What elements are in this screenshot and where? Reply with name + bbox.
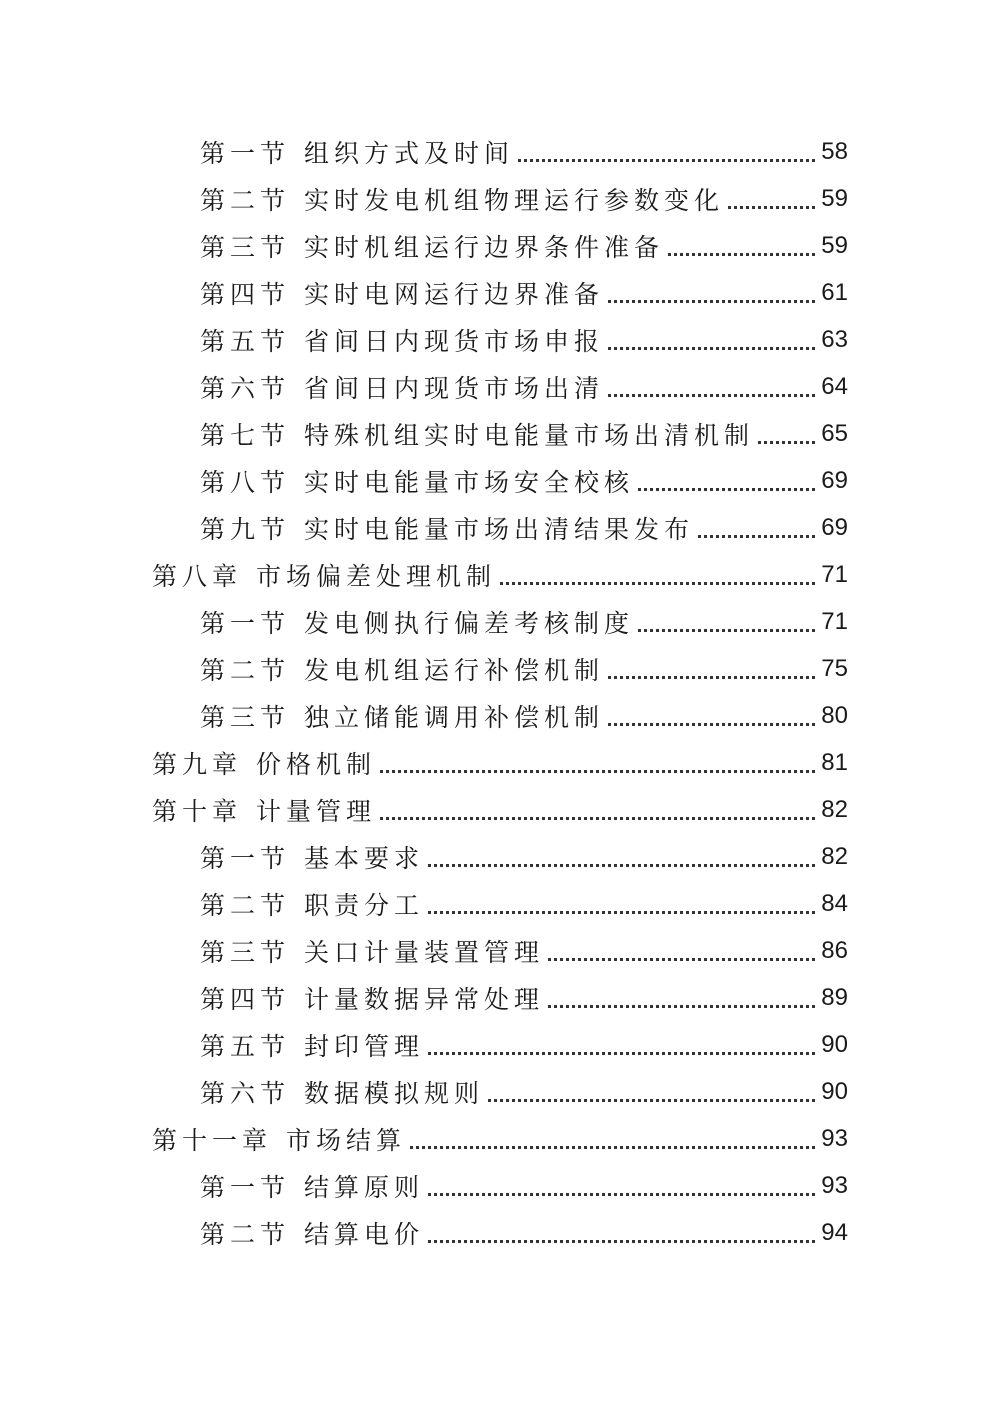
toc-chapter-entry[interactable] [0,739,1000,786]
toc-entry-title [152,745,376,781]
toc-entry-text: 独立储能调用补偿机制 [304,702,605,732]
toc-page-number: 86 [821,936,848,964]
toc-dot-leader [488,1099,815,1102]
toc-section-entry[interactable] [0,645,1000,692]
toc-section-entry[interactable] [0,833,1000,880]
toc-entry-label: 第八章 [152,561,243,591]
toc-dot-leader [608,676,815,679]
toc-entry-title [200,322,604,358]
toc-entry-text: 结算电价 [304,1219,425,1249]
toc-page-number: 84 [821,889,848,917]
toc-dot-leader [380,817,815,820]
toc-page-number: 82 [821,842,848,870]
toc-entry-label: 第六节 [200,1078,291,1108]
toc-chapter-entry[interactable] [0,786,1000,833]
toc-entry-text: 结算原则 [304,1172,425,1202]
toc-section-entry[interactable] [0,598,1000,645]
toc-dot-leader [428,864,815,867]
toc-entry-title [152,1121,406,1157]
toc-entry-title [200,1215,424,1251]
toc-entry-label: 第三节 [200,937,291,967]
toc-dot-leader [698,535,815,538]
toc-entry-label: 第十章 [152,796,243,826]
toc-entry-title [200,933,544,969]
toc-entry-text: 省间日内现货市场出清 [304,373,605,403]
toc-entry-label: 第三节 [200,702,291,732]
toc-entry-title [152,557,496,593]
toc-entry-label: 第一节 [200,843,291,873]
toc-dot-leader [428,911,815,914]
toc-section-entry[interactable] [0,1021,1000,1068]
toc-section-entry[interactable] [0,1162,1000,1209]
toc-entry-title [200,886,424,922]
toc-section-entry[interactable] [0,457,1000,504]
toc-page-number: 65 [821,419,848,447]
toc-section-entry[interactable] [0,927,1000,974]
toc-section-entry[interactable] [0,175,1000,222]
toc-section-entry[interactable] [0,316,1000,363]
toc-page-number: 71 [821,560,848,588]
toc-entry-title [200,651,604,687]
toc-page-number: 93 [821,1124,848,1152]
toc-section-entry[interactable] [0,363,1000,410]
toc-page-number: 64 [821,372,848,400]
toc-section-entry[interactable] [0,504,1000,551]
toc-dot-leader [638,488,815,491]
toc-entry-label: 第四节 [200,279,291,309]
toc-entry-text: 发电侧执行偏差考核制度 [304,608,635,638]
toc-entry-text: 价格机制 [256,749,377,779]
toc-page-number: 89 [821,983,848,1011]
toc-entry-label: 第一节 [200,138,291,168]
toc-entry-title [200,1027,424,1063]
toc-section-entry[interactable] [0,128,1000,175]
toc-section-entry[interactable] [0,222,1000,269]
toc-entry-title [200,604,634,640]
toc-page-number: 61 [821,278,848,306]
toc-entry-text: 基本要求 [304,843,425,873]
toc-entry-title [200,181,724,217]
toc-entry-label: 第一节 [200,608,291,638]
toc-entry-title [200,1168,424,1204]
toc-page-number: 90 [821,1077,848,1105]
toc-entry-title [200,369,604,405]
toc-dot-leader [728,206,815,209]
toc-page-number: 94 [821,1218,848,1246]
toc-dot-leader [380,770,815,773]
toc-entry-label: 第九节 [200,514,291,544]
toc-entry-title [200,980,544,1016]
toc-entry-text: 实时电能量市场出清结果发布 [304,514,695,544]
toc-entry-label: 第二节 [200,655,291,685]
toc-page-number: 90 [821,1030,848,1058]
toc-section-entry[interactable] [0,1209,1000,1256]
toc-entry-title [200,698,604,734]
toc-entry-text: 封印管理 [304,1031,425,1061]
toc-dot-leader [608,347,815,350]
toc-entry-label: 第八节 [200,467,291,497]
toc-entry-label: 第二节 [200,890,291,920]
toc-entry-title [200,463,634,499]
toc-page-number: 81 [821,748,848,776]
toc-dot-leader [608,394,815,397]
toc-section-entry[interactable] [0,880,1000,927]
toc-entry-label: 第二节 [200,185,291,215]
toc-entry-title [200,839,424,875]
toc-dot-leader [548,958,815,961]
toc-entry-text: 实时发电机组物理运行参数变化 [304,185,725,215]
toc-entry-label: 第九章 [152,749,243,779]
toc-dot-leader [638,629,815,632]
toc-entry-title [200,134,514,170]
toc-entry-text: 组织方式及时间 [304,138,515,168]
toc-dot-leader [548,1005,815,1008]
toc-section-entry[interactable] [0,410,1000,457]
toc-section-entry[interactable] [0,974,1000,1021]
toc-entry-label: 第五节 [200,1031,291,1061]
toc-entry-label: 第五节 [200,326,291,356]
toc-entry-label: 第三节 [200,232,291,262]
toc-entry-text: 省间日内现货市场申报 [304,326,605,356]
toc-entry-text: 市场偏差处理机制 [256,561,497,591]
toc-page-number: 71 [821,607,848,635]
toc-entry-label: 第六节 [200,373,291,403]
toc-entry-label: 第十一章 [152,1125,273,1155]
toc-entry-text: 发电机组运行补偿机制 [304,655,605,685]
toc-entry-text: 市场结算 [286,1125,407,1155]
toc-page-number: 69 [821,513,848,541]
toc-entry-text: 数据模拟规则 [304,1078,485,1108]
toc-dot-leader [758,441,815,444]
toc-entry-label: 第二节 [200,1219,291,1249]
toc-entry-title [200,416,754,452]
toc-page-number: 75 [821,654,848,682]
toc-page-number: 59 [821,184,848,212]
toc-chapter-entry[interactable] [0,551,1000,598]
toc-entry-text: 职责分工 [304,890,425,920]
toc-page-number: 93 [821,1171,848,1199]
toc-page-number: 69 [821,466,848,494]
toc-section-entry[interactable] [0,1068,1000,1115]
toc-page-number: 63 [821,325,848,353]
toc-dot-leader [518,159,815,162]
toc-page-number: 59 [821,231,848,259]
toc-page-number: 80 [821,701,848,729]
toc-entry-text: 关口计量装置管理 [304,937,545,967]
toc-entry-text: 实时机组运行边界条件准备 [304,232,665,262]
toc-chapter-entry[interactable] [0,1115,1000,1162]
toc-dot-leader [500,582,815,585]
toc-entry-title [200,228,664,264]
toc-entry-text: 实时电能量市场安全校核 [304,467,635,497]
toc-section-entry[interactable] [0,692,1000,739]
toc-entry-label: 第七节 [200,420,291,450]
toc-entry-text: 特殊机组实时电能量市场出清机制 [304,420,755,450]
toc-dot-leader [410,1146,815,1149]
toc-page-number: 82 [821,795,848,823]
toc-entry-title [200,275,604,311]
toc-dot-leader [668,253,815,256]
toc-entry-title [200,510,694,546]
toc-entry-label: 第四节 [200,984,291,1014]
toc-dot-leader [608,723,815,726]
toc-section-entry[interactable] [0,269,1000,316]
toc-entry-text: 实时电网运行边界准备 [304,279,605,309]
toc-dot-leader [428,1240,815,1243]
toc-dot-leader [428,1193,815,1196]
toc-entry-title [200,1074,484,1110]
toc-entry-label: 第一节 [200,1172,291,1202]
table-of-contents [0,128,1000,1256]
toc-entry-text: 计量数据异常处理 [304,984,545,1014]
toc-entry-text: 计量管理 [256,796,377,826]
toc-page-number: 58 [821,137,848,165]
toc-dot-leader [608,300,815,303]
toc-dot-leader [428,1052,815,1055]
toc-entry-title [152,792,376,828]
